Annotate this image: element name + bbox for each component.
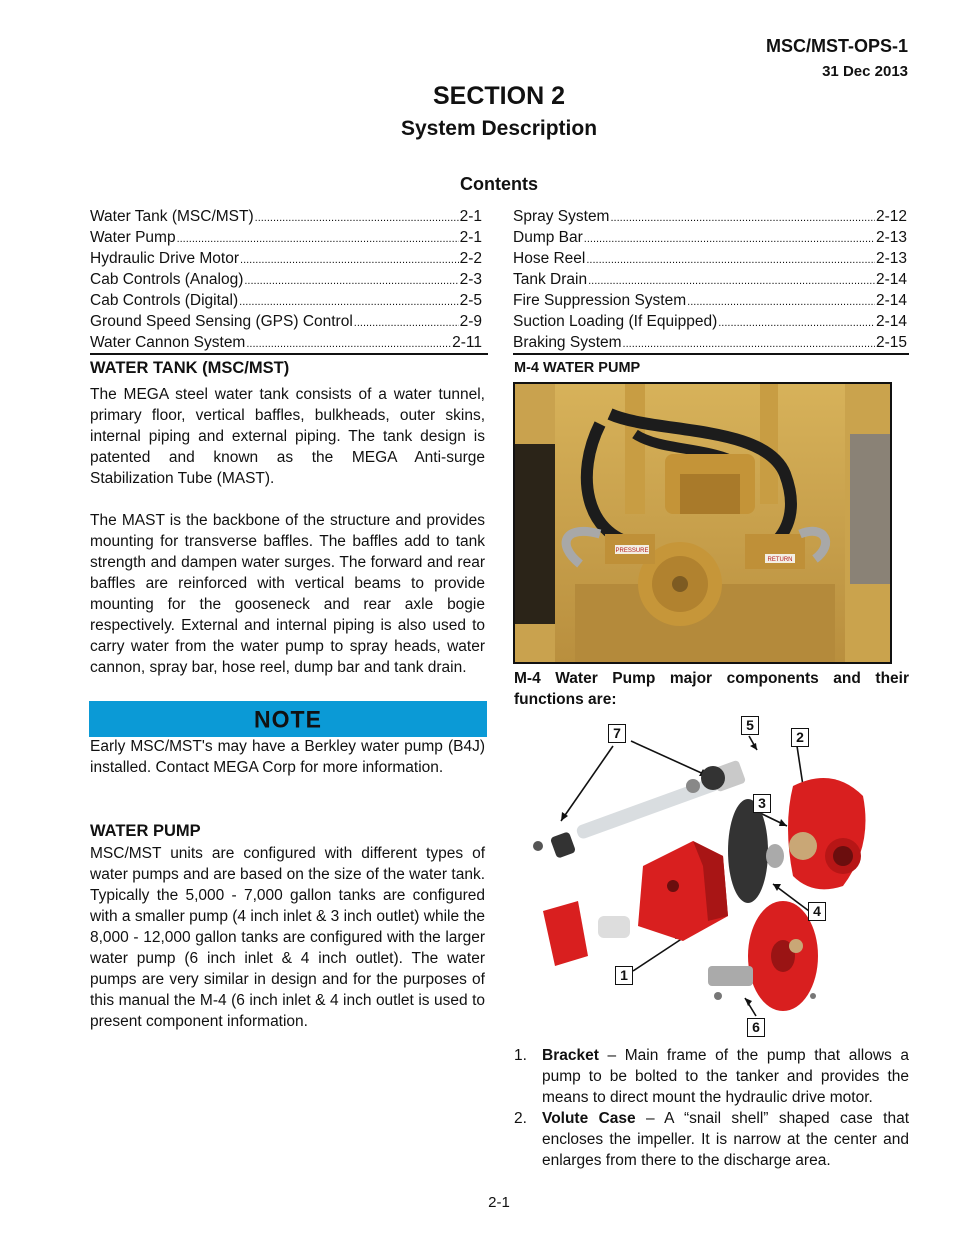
- toc-entry-page: 2-3: [459, 271, 482, 288]
- toc-left-column: [90, 206, 482, 353]
- callout-4: 4: [808, 902, 826, 921]
- toc-entry-title: Dump Bar: [513, 229, 583, 246]
- toc-entry[interactable]: [513, 311, 907, 332]
- toc-leader: [244, 269, 458, 290]
- toc-leader: [718, 311, 875, 332]
- toc-entry-title: Fire Suppression System: [513, 292, 687, 309]
- page-number: 2-1: [488, 1194, 510, 1211]
- water-tank-paragraph: The MEGA steel water tank consists of a water tunnel, primary floor, vertical baffles, bulkheads, outer skins, internal piping and external piping. The tank design is patented and known as the MEGA Anti-surge Stabilization Tube (MAST).: [90, 386, 485, 487]
- callout-6: 6: [747, 1018, 765, 1037]
- water-tank-heading: WATER TANK (MSC/MST): [90, 359, 290, 377]
- pump-photo-illustration: [515, 384, 890, 662]
- toc-entry[interactable]: [90, 332, 482, 353]
- toc-entry-page: 2-5: [459, 292, 482, 309]
- callout-7: 7: [608, 724, 626, 743]
- callout-1: 1: [615, 966, 633, 985]
- toc-entry-page: 2-1: [459, 208, 482, 225]
- water-pump-section: [90, 820, 485, 1032]
- section-title: SECTION 2: [433, 82, 565, 110]
- toc-entry-page: 2-13: [875, 229, 907, 246]
- components-intro-block: [514, 668, 909, 710]
- note-section: [90, 736, 485, 778]
- toc-entry-title: Water Cannon System: [90, 334, 246, 351]
- toc-entry-page: 2-9: [459, 313, 482, 330]
- list-item: [514, 1045, 909, 1108]
- toc-entry-title: Ground Speed Sensing (GPS) Control: [90, 313, 353, 330]
- exploded-pump-diagram: [513, 716, 909, 1040]
- document-date: 31 Dec 2013: [822, 63, 908, 80]
- toc-entry-title: Suction Loading (If Equipped): [513, 313, 718, 330]
- toc-entry-page: 2-15: [875, 334, 907, 351]
- toc-entry-title: Hose Reel: [513, 250, 586, 267]
- return-tag: RETURN: [767, 557, 793, 563]
- component-term: Volute Case: [542, 1110, 636, 1127]
- note-label: NOTE: [254, 705, 322, 733]
- toc-leader: [588, 269, 875, 290]
- note-text: Early MSC/MST's may have a Berkley water pump (B4J) installed. Contact MEGA Corp for more information.: [90, 738, 485, 776]
- toc-leader: [354, 311, 459, 332]
- toc-entry[interactable]: [513, 206, 907, 227]
- toc-entry[interactable]: [90, 290, 482, 311]
- callout-3: 3: [753, 794, 771, 813]
- toc-right-column: [513, 206, 907, 353]
- toc-entry[interactable]: [90, 206, 482, 227]
- toc-leader: [687, 290, 875, 311]
- components-intro: M-4 Water Pump major components and their functions are:: [514, 670, 909, 708]
- toc-entry-page: 2-11: [452, 334, 482, 351]
- toc-entry-title: Water Pump: [90, 229, 176, 246]
- toc-leader: [255, 206, 459, 227]
- list-item: [514, 1108, 909, 1171]
- toc-leader: [239, 290, 458, 311]
- toc-entry-title: Water Tank (MSC/MST): [90, 208, 254, 225]
- water-pump-paragraph: MSC/MST units are configured with different types of water pumps and are based on the size of the water tank. Typically the 5,000 - 7,000 gallon tanks are configured with a smaller pump (4 inch inlet & 3 inch outlet) while the 8,000 - 12,000 gallon tanks are configured with the larger water pump (6 inch inlet & 4 inch outlet). The water pumps are very similar in design and for the purposes of this manual the M-4 (6 inch inlet & 4 inch outlet is used to present component information.: [90, 845, 485, 1030]
- water-pump-heading: WATER PUMP: [90, 822, 201, 840]
- toc-leader: [584, 227, 875, 248]
- pressure-tag: PRESSURE: [615, 548, 649, 554]
- toc-leader: [177, 227, 459, 248]
- toc-entry-title: Tank Drain: [513, 271, 588, 288]
- toc-leader: [240, 248, 459, 269]
- water-tank-section: [90, 357, 485, 678]
- toc-divider: [90, 353, 488, 355]
- toc-entry[interactable]: [513, 269, 907, 290]
- m4-heading: M-4 WATER PUMP: [514, 360, 641, 376]
- toc-entry-page: 2-1: [459, 229, 482, 246]
- toc-entry[interactable]: [513, 227, 907, 248]
- component-description: – Main frame of the pump that allows a pump to be bolted to the tanker and provides the means to direct mount the hydraulic drive motor.: [542, 1047, 909, 1106]
- m4-heading-block: [514, 357, 909, 379]
- toc-divider: [513, 353, 909, 355]
- component-list: [514, 1045, 909, 1171]
- toc-entry-page: 2-13: [875, 250, 907, 267]
- toc-entry-page: 2-12: [875, 208, 907, 225]
- component-term: Bracket: [542, 1047, 599, 1064]
- callout-2: 2: [791, 728, 809, 747]
- toc-entry[interactable]: [90, 311, 482, 332]
- toc-entry-page: 2-14: [875, 313, 907, 330]
- toc-leader: [623, 332, 875, 353]
- toc-entry[interactable]: [513, 290, 907, 311]
- component-description: – A “snail shell” shaped case that encloses the impeller. It is narrow at the center and enlarges from there to the discharge area.: [542, 1110, 909, 1169]
- document-id: MSC/MST-OPS-1: [765, 36, 908, 56]
- exploded-view-illustration: [513, 716, 909, 1040]
- toc-entry-title: Cab Controls (Analog): [90, 271, 244, 288]
- water-tank-paragraph: The MAST is the backbone of the structure and provides mounting for transverse baffles. The baffles add to tank strength and dampen water surges. The forward and rear baffles are reinforced with vertical beams to provide mounting for the gooseneck and rear axle bogie respectively. External and internal piping is also used to carry water from the water pump to spray heads, water cannon, spray bar, hose reel, dump bar and tank drain.: [90, 512, 485, 676]
- toc-entry[interactable]: [90, 227, 482, 248]
- toc-entry-page: 2-14: [875, 271, 907, 288]
- toc-entry[interactable]: [513, 248, 907, 269]
- toc-entry[interactable]: [513, 332, 907, 353]
- toc-entry[interactable]: [90, 269, 482, 290]
- callout-5: 5: [741, 716, 759, 735]
- note-banner: [89, 701, 487, 737]
- toc-entry-title: Hydraulic Drive Motor: [90, 250, 240, 267]
- toc-entry-title: Cab Controls (Digital): [90, 292, 239, 309]
- toc-leader: [246, 332, 451, 353]
- toc-leader: [610, 206, 874, 227]
- toc-entry-title: Spray System: [513, 208, 610, 225]
- section-subtitle: System Description: [400, 117, 598, 140]
- toc-entry[interactable]: [90, 248, 482, 269]
- list-item-number: 2.: [514, 1110, 527, 1127]
- contents-heading: Contents: [460, 174, 538, 194]
- toc-leader: [586, 248, 875, 269]
- toc-entry-page: 2-2: [459, 250, 482, 267]
- toc-entry-title: Braking System: [513, 334, 622, 351]
- toc-entry-page: 2-14: [875, 292, 907, 309]
- list-item-number: 1.: [514, 1047, 527, 1064]
- m4-pump-photo: [513, 382, 892, 664]
